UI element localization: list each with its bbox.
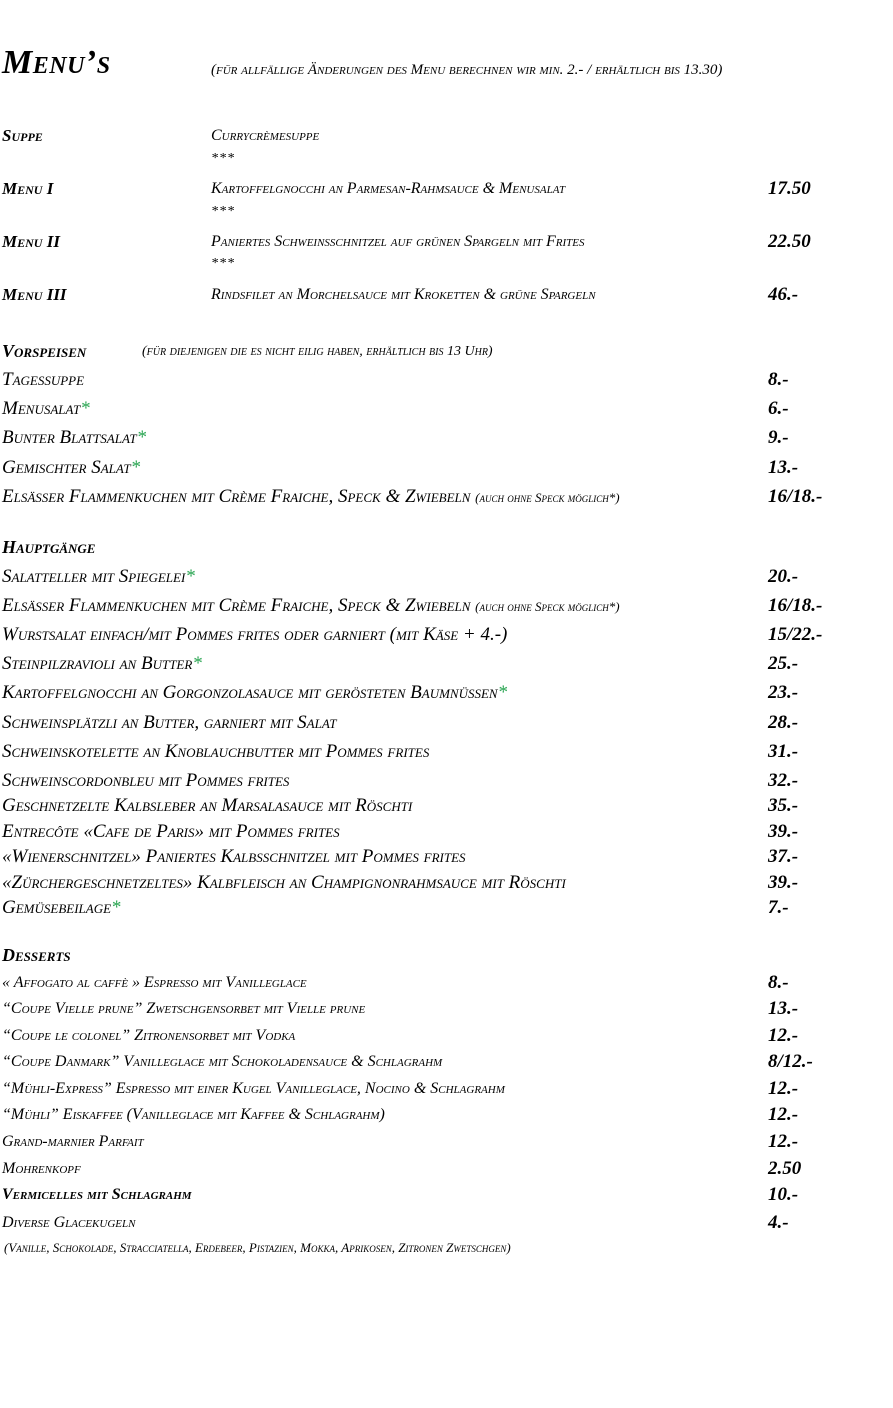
item-name: Bunter Blattsalat <box>2 427 137 448</box>
item-price: 31.- <box>768 741 799 762</box>
star-marker: * <box>497 682 508 703</box>
item-price: 25.- <box>768 653 799 674</box>
item-name: Wurstsalat einfach/mit Pommes frites oder garniert (mit Käse + 4.-) <box>2 624 508 645</box>
list-item: « Affogato al caffè » Espresso mit Vanilleglace <box>2 974 307 991</box>
item-price: 16/18.- <box>768 486 823 507</box>
menu-label-menu-2: Menu II <box>2 232 60 251</box>
menu-label-menu-3: Menu III <box>2 285 67 304</box>
menu-note: (für allfällige Änderungen des Menu berechnen wir min. 2.- / erhältlich bis 13.30) <box>211 62 723 78</box>
star-marker: * <box>192 653 202 674</box>
item-price: 13.- <box>768 457 799 478</box>
item-name: Schweinsplätzli an Butter, garniert mit Salat <box>2 712 337 733</box>
item-price: 35.- <box>768 795 799 816</box>
list-item <box>2 595 620 617</box>
item-name: Geschnetzelte Kalbsleber an Marsalasauce mit Röschti <box>2 795 413 816</box>
list-item: Grand-marnier Parfait <box>2 1133 144 1150</box>
item-price: 8/12.- <box>768 1051 813 1072</box>
list-item <box>2 897 121 919</box>
menu-dish-menu-2: Paniertes Schweinsschnitzel auf grünen Spargeln mit Frites <box>211 233 585 250</box>
item-name: Salatteller mit Spiegelei <box>2 566 186 587</box>
list-item: “Mühli-Express” Espresso mit einer Kugel Vanilleglace, Nocino & Schlagrahm <box>2 1080 505 1097</box>
dessert-footnote: (Vanille, Schokolade, Stracciatella, Erdebeer, Pistazien, Mokka, Aprikosen, Zitronen Zwetschgen) <box>4 1240 511 1255</box>
item-price: 28.- <box>768 712 799 733</box>
separator-stars: *** <box>211 256 235 271</box>
menu-label-suppe: Suppe <box>2 126 43 145</box>
list-item: “Mühli” Eiskaffee (Vanilleglace mit Kaffee & Schlagrahm) <box>2 1106 385 1123</box>
item-price: 12.- <box>768 1104 799 1125</box>
menu-dish-menu-1: Kartoffelgnocchi an Parmesan-Rahmsauce & Menusalat <box>211 180 566 197</box>
list-item: Vermicelles mit Schlagrahm <box>2 1186 192 1203</box>
item-price: 16/18.- <box>768 595 823 616</box>
separator-stars: *** <box>211 151 235 166</box>
list-item <box>2 712 337 734</box>
item-price: 15/22.- <box>768 624 823 645</box>
list-item <box>2 872 566 894</box>
menu-dish-suppe: Currycrèmesuppe <box>211 127 320 144</box>
list-item <box>2 566 195 588</box>
item-price: 12.- <box>768 1078 799 1099</box>
item-price: 7.- <box>768 897 789 918</box>
item-price: 39.- <box>768 872 799 893</box>
menu-price-menu-3: 46.- <box>768 284 799 305</box>
item-price: 12.- <box>768 1131 799 1152</box>
item-name: Kartoffelgnocchi an Gorgonzolasauce mit gerösteten Baumnüssen <box>2 682 498 703</box>
star-marker: * <box>130 457 141 478</box>
item-name: Elsässer Flammenkuchen mit Crème Fraiche, Speck & Zwiebeln <box>2 595 471 616</box>
list-item <box>2 398 90 420</box>
item-price: 2.50 <box>768 1158 802 1179</box>
item-name: Elsässer Flammenkuchen mit Crème Fraiche, Speck & Zwiebeln <box>2 486 471 507</box>
star-marker: * <box>111 897 121 918</box>
list-item <box>2 682 507 704</box>
item-price: 9.- <box>768 427 789 448</box>
item-price: 6.- <box>768 398 789 419</box>
menu-price-menu-2: 22.50 <box>768 231 811 252</box>
list-item <box>2 846 466 868</box>
section-title-vorspeisen: Vorspeisen <box>2 341 87 361</box>
menu-label-menu-1: Menu I <box>2 179 54 198</box>
list-item: “Coupe le colonel” Zitronensorbet mit Vodka <box>2 1027 296 1044</box>
list-item: Mohrenkopf <box>2 1160 81 1177</box>
item-name: Menusalat <box>2 398 81 419</box>
star-marker: * <box>136 427 147 448</box>
item-price: 13.- <box>768 998 799 1019</box>
item-name: «Wienerschnitzel» Paniertes Kalbsschnitzel mit Pommes frites <box>2 846 466 867</box>
item-price: 32.- <box>768 770 799 791</box>
item-name: Schweinskotelette an Knoblauchbutter mit Pommes frites <box>2 741 430 762</box>
menu-price-menu-1: 17.50 <box>768 178 811 199</box>
star-marker: * <box>80 398 90 419</box>
separator-stars: *** <box>211 204 235 219</box>
item-price: 12.- <box>768 1025 799 1046</box>
section-title-desserts: Desserts <box>2 945 71 965</box>
menu-dish-menu-3: Rindsfilet an Morchelsauce mit Kroketten & grüne Spargeln <box>211 286 596 303</box>
item-name: Gemüsebeilage <box>2 897 112 918</box>
item-name: «Zürchergeschnetzeltes» Kalbfleisch an Champignonrahmsauce mit Röschti <box>2 872 566 893</box>
vorspeisen-note: (für diejenigen die es nicht eilig haben, erhältlich bis 13 Uhr) <box>142 344 493 359</box>
item-price: 39.- <box>768 821 799 842</box>
list-item <box>2 741 429 763</box>
item-price: 20.- <box>768 566 799 587</box>
page-title: Menu’s <box>2 44 111 81</box>
list-item <box>2 427 146 449</box>
list-item <box>2 486 620 508</box>
item-name: Gemischter Salat <box>2 457 131 478</box>
item-name: Tagessuppe <box>2 369 85 390</box>
list-item: “Coupe Vielle prune” Zwetschgensorbet mit Vielle prune <box>2 1000 366 1017</box>
star-marker: * <box>185 566 195 587</box>
list-item <box>2 457 140 479</box>
list-item <box>2 369 84 391</box>
item-price: 10.- <box>768 1184 799 1205</box>
item-price: 37.- <box>768 846 799 867</box>
list-item <box>2 624 507 646</box>
item-name: Steinpilzravioli an Butter <box>2 653 193 674</box>
item-price: 8.- <box>768 369 789 390</box>
list-item <box>2 653 202 675</box>
item-suffix: (auch ohne Speck möglich*) <box>475 599 620 614</box>
list-item <box>2 821 340 843</box>
list-item <box>2 770 289 792</box>
item-price: 4.- <box>768 1212 789 1233</box>
item-name: Schweinscordonbleu mit Pommes frites <box>2 770 290 791</box>
item-price: 8.- <box>768 972 789 993</box>
list-item: Diverse Glacekugeln <box>2 1214 136 1231</box>
item-suffix: (auch ohne Speck möglich*) <box>475 490 620 505</box>
item-price: 23.- <box>768 682 799 703</box>
list-item <box>2 795 412 817</box>
list-item: “Coupe Danmark” Vanilleglace mit Schokoladensauce & Schlagrahm <box>2 1053 443 1070</box>
item-name: Entrecôte «Cafe de Paris» mit Pommes frites <box>2 821 340 842</box>
section-title-hauptgaenge: Hauptgänge <box>2 537 96 557</box>
